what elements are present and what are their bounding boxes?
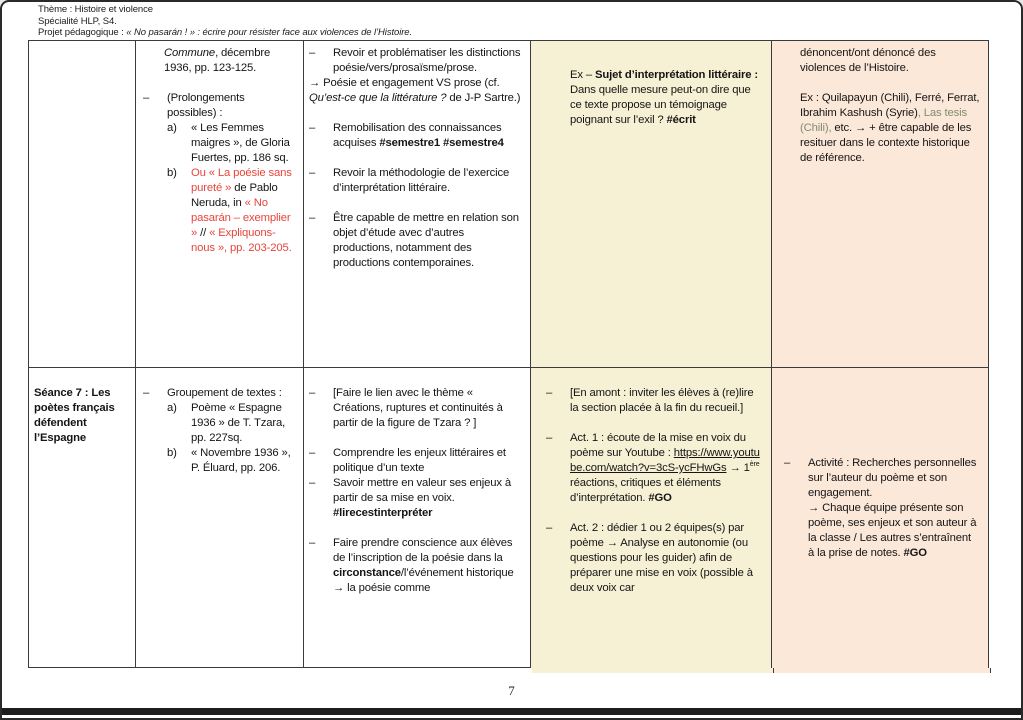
paragraph xyxy=(309,476,522,521)
paragraph xyxy=(546,431,761,506)
text-run: → Chaque équipe présente son poème, ses enjeux et son auteur à la classe / Les autres s’entraînent à la prise de notes. xyxy=(808,502,977,559)
bullet-dash: – xyxy=(309,477,316,489)
text-run: de J-P Sartre.) xyxy=(446,92,521,104)
paragraph-text xyxy=(570,521,761,596)
text-run: , Las tesis (Chili), xyxy=(800,107,967,134)
paragraph xyxy=(309,121,522,151)
text-run: [En amont : inviter les élèves à (re)lire la section placée à la fin du recueil.] xyxy=(570,387,754,414)
paragraph xyxy=(309,536,522,596)
paragraph xyxy=(34,386,130,446)
text-run: circonstance xyxy=(333,567,401,579)
paragraph-text xyxy=(333,446,522,476)
cell-row2-objectifs xyxy=(304,368,531,668)
text-run: , décembre 1936, pp. 123-125. xyxy=(164,47,271,74)
paragraph xyxy=(800,46,980,76)
text-run: Faire prendre conscience aux élèves de l’inscription de la poésie dans la xyxy=(333,537,513,564)
text-run: Être capable de mettre en relation son objet d’étude avec d’autres productions, notamment des productions contemporaines. xyxy=(333,212,519,269)
bullet-dash: – xyxy=(309,212,316,224)
youtube-link[interactable]: https://www.youtube.com/watch?v=3cS-ycFHwGs xyxy=(570,447,760,474)
text-run: Ex – xyxy=(570,69,595,81)
text-run: de Pablo Neruda, in xyxy=(191,182,278,209)
paragraph xyxy=(167,166,295,256)
text-run: « Les Femmes maigres », de Gloria Fuertes, pp. 186 sq. xyxy=(191,122,290,164)
text-run: Dans quelle mesure peut-on dire que ce texte propose un témoignage poignant sur l’exil ? xyxy=(570,84,751,126)
text-run: etc. → + être capable de les resituer dans le contexte historique de référence. xyxy=(800,122,972,164)
paragraph xyxy=(570,68,761,128)
text-run: Comprendre les enjeux littéraires et politique d’un texte xyxy=(333,447,506,474)
paragraph xyxy=(143,386,295,401)
planning-table xyxy=(28,40,989,668)
text-run: « No pasarán – exemplier » xyxy=(191,197,291,239)
text-run: Poème « Espagne 1936 » de T. Tzara, pp. 227sq. xyxy=(191,402,286,444)
paragraph-text xyxy=(333,166,522,196)
text-run: Remobilisation des connaissances acquises xyxy=(333,122,502,149)
paragraph xyxy=(309,446,522,476)
paragraph xyxy=(309,76,522,106)
text-run: Projet pédagogique : xyxy=(38,27,127,38)
text-run: → 1 xyxy=(726,462,750,474)
bullet-dash: – xyxy=(784,457,791,469)
cell-row2-activites xyxy=(531,368,772,668)
text-run: « Expliquons-nous », pp. 203-205. xyxy=(191,227,292,254)
text-run: ère xyxy=(749,461,760,469)
paragraph xyxy=(167,401,295,446)
text-run: « No pasarán ! » : écrire pour résister face aux violences de l’Histoire. xyxy=(126,27,412,38)
text-run: // xyxy=(197,227,210,239)
bullet-dash: – xyxy=(143,92,150,104)
paragraph xyxy=(309,386,522,431)
paragraph-text xyxy=(333,46,522,76)
bullet-dash: – xyxy=(309,47,316,59)
paragraph-text xyxy=(333,536,522,596)
paragraph xyxy=(546,521,761,596)
paragraph-text xyxy=(570,431,761,506)
list-marker: a) xyxy=(167,122,177,134)
paragraph xyxy=(309,166,522,196)
bullet-dash: – xyxy=(546,387,553,399)
paragraph xyxy=(167,446,295,476)
paragraph-text xyxy=(808,456,980,561)
text-run: (Prolongements possibles) : xyxy=(167,92,245,119)
paragraph-text xyxy=(191,166,295,256)
cell-row1-objectifs xyxy=(304,41,531,368)
paragraph xyxy=(309,211,522,271)
text-run: [Faire le lien avec le thème « Créations, ruptures et continuités à partir de la figure de Tzara ? ] xyxy=(333,387,503,429)
paragraph-text xyxy=(333,476,522,521)
list-marker: a) xyxy=(167,402,177,414)
text-run: Sujet d’interprétation littéraire : xyxy=(595,69,758,81)
window-bottom-edge xyxy=(2,708,1021,715)
table-page-cut-beige xyxy=(532,668,774,673)
text-run: Revoir et problématiser les distinctions poésie/vers/prosaïsme/prose. xyxy=(333,47,521,74)
page-number: 7 xyxy=(508,683,515,698)
cell-row1-prolongements xyxy=(772,41,989,368)
list-marker: b) xyxy=(167,447,177,459)
paragraph-text xyxy=(167,386,295,401)
cell-row1-seance xyxy=(29,41,136,368)
paragraph-text xyxy=(333,386,522,431)
cell-row2-prolongements xyxy=(772,368,989,668)
paragraph-text xyxy=(570,386,761,416)
text-run: Activité : Recherches personnelles sur l’auteur du poème et son engagement. xyxy=(808,457,977,499)
cell-row2-supports xyxy=(136,368,304,668)
text-run: Savoir mettre en valeur ses enjeux à partir de sa mise en voix. xyxy=(333,477,511,504)
paragraph xyxy=(309,46,522,76)
bullet-dash: – xyxy=(143,387,150,399)
paragraph-text xyxy=(191,401,295,446)
bullet-dash: – xyxy=(309,167,316,179)
cell-row1-supports xyxy=(136,41,304,368)
text-run: #lirecestinterpréter xyxy=(333,507,433,519)
paragraph xyxy=(164,46,295,76)
text-run: → Poésie et engagement VS prose (cf. xyxy=(309,77,500,89)
cell-row1-activites xyxy=(531,41,772,368)
text-run: /l’événement historique → la poésie comme xyxy=(333,567,514,594)
header-specialite-line: Spécialité HLP, S4. xyxy=(38,15,117,27)
bullet-dash: – xyxy=(546,522,553,534)
paragraph-text xyxy=(333,211,522,271)
paragraph-text xyxy=(191,446,295,476)
paragraph-text xyxy=(191,121,295,166)
table-page-cut-peach xyxy=(774,668,991,673)
text-run: Ou « La poésie sans pureté » xyxy=(191,167,292,194)
cell-row2-seance7-title xyxy=(29,368,136,668)
text-run: Act. 1 : écoute de la mise en voix du poème sur Youtube : xyxy=(570,432,746,459)
paragraph xyxy=(546,386,761,416)
bullet-dash: – xyxy=(546,432,553,444)
paragraph xyxy=(167,121,295,166)
text-run: réactions, critiques et éléments d’interprétation. xyxy=(570,477,721,504)
bullet-dash: – xyxy=(309,122,316,134)
bullet-dash: – xyxy=(309,387,316,399)
text-run: #écrit xyxy=(666,114,696,126)
text-run: #GO xyxy=(648,492,672,504)
paragraph xyxy=(784,456,980,561)
text-run: Revoir la méthodologie de l’exercice d’interprétation littéraire. xyxy=(333,167,510,194)
bullet-dash: – xyxy=(309,537,316,549)
document-header xyxy=(38,4,412,39)
paragraph-text xyxy=(333,121,522,151)
text-run: Commune xyxy=(164,47,216,59)
header-projet-line xyxy=(38,27,412,39)
text-run: Qu’est-ce que la littérature ? xyxy=(309,92,447,104)
paragraph xyxy=(143,91,295,121)
bullet-dash: – xyxy=(309,447,316,459)
text-run: dénoncent/ont dénoncé des violences de l’Histoire. xyxy=(800,47,936,74)
list-marker: b) xyxy=(167,167,177,179)
text-run: Ex : Quilapayun (Chili), Ferré, Ferrat, Ibrahim Kashush (Syrie) xyxy=(800,92,980,119)
text-run: #semestre1 #semestre4 xyxy=(379,137,504,149)
header-theme-line: Thème : Histoire et violence xyxy=(38,4,153,15)
text-run: « Novembre 1936 », P. Éluard, pp. 206. xyxy=(191,447,291,474)
text-run: Act. 2 : dédier 1 ou 2 équipes(s) par poème → Analyse en autonomie (ou questions pour les guider) afin de préparer une mise en voix (possible à deux voix car xyxy=(570,522,753,594)
paragraph xyxy=(800,91,980,166)
text-run: Groupement de textes : xyxy=(167,387,282,399)
text-run: Séance 7 : Les poètes français défendent l’Espagne xyxy=(34,387,115,444)
text-run: #GO xyxy=(903,547,927,559)
paragraph-text xyxy=(167,91,295,121)
